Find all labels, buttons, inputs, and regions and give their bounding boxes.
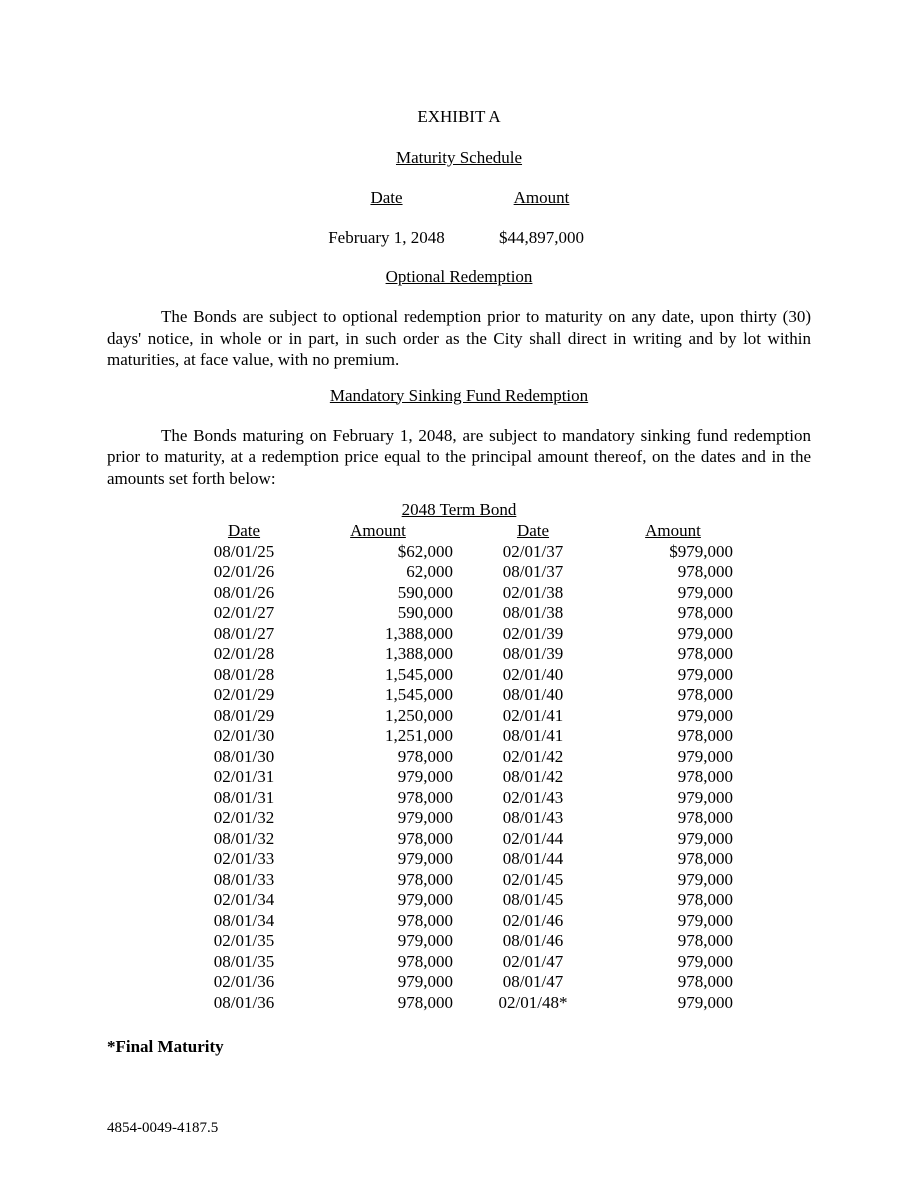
amount-cell: 978,000	[397, 787, 453, 807]
amount-cell: 978,000	[677, 972, 733, 991]
date-column-header-2: Date	[516, 521, 550, 540]
term-bond-table-body	[185, 542, 733, 1014]
amount-cell: 979,000	[397, 972, 453, 991]
date-cell: 02/01/47	[502, 951, 564, 971]
amount-cell: 978,000	[397, 992, 453, 1012]
date-cell: 02/01/29	[213, 685, 275, 704]
amount-cell: 979,000	[397, 931, 453, 950]
mandatory-redemption-heading: Mandatory Sinking Fund Redemption	[329, 385, 589, 405]
amount-cell: 979,000	[677, 869, 733, 889]
amount-cell: 978,000	[677, 562, 733, 581]
date-cell: 08/01/39	[502, 644, 564, 663]
date-cell: 02/01/36	[213, 972, 275, 991]
amount-cell: 62,000	[406, 562, 453, 581]
amount-cell: 979,000	[677, 664, 733, 684]
table-row	[185, 767, 733, 788]
amount-cell: 979,000	[677, 582, 733, 602]
date-cell: 02/01/46	[502, 910, 564, 930]
table-row	[185, 685, 733, 706]
table-row	[185, 972, 733, 993]
date-cell: 08/01/37	[502, 562, 564, 581]
amount-cell: 979,000	[677, 992, 733, 1012]
date-cell: 08/01/36	[213, 992, 275, 1012]
maturity-amount-value: $44,897,000	[499, 228, 584, 247]
date-cell: 02/01/31	[213, 767, 275, 786]
amount-column-header-2: Amount	[645, 521, 701, 540]
amount-column-header-1: Amount	[350, 521, 406, 540]
date-cell: 08/01/33	[213, 869, 275, 889]
date-cell: 02/01/40	[502, 664, 564, 684]
amount-cell: 978,000	[397, 951, 453, 971]
amount-cell: 979,000	[677, 787, 733, 807]
document-reference-number: 4854-0049-4187.5	[107, 1120, 219, 1136]
table-row	[185, 952, 733, 973]
amount-cell: 978,000	[397, 869, 453, 889]
table-row	[185, 624, 733, 645]
final-maturity-footnote: *Final Maturity	[107, 1037, 224, 1056]
table-row	[185, 890, 733, 911]
table-row	[185, 829, 733, 850]
date-cell: 08/01/27	[213, 623, 275, 643]
amount-cell: 1,388,000	[385, 623, 453, 643]
date-cell: 02/01/38	[502, 582, 564, 602]
amount-cell: 979,000	[677, 746, 733, 766]
date-cell: 02/01/34	[213, 890, 275, 909]
date-cell: 02/01/27	[213, 603, 275, 622]
mandatory-redemption-paragraph: The Bonds maturing on February 1, 2048, are subject to mandatory sinking fund redemption prior to maturity, at a redemption price equal to the principal amount thereof, on the dates and in the amounts set forth below:	[107, 425, 811, 488]
date-cell: 02/01/30	[213, 726, 275, 745]
date-cell: 02/01/37	[502, 541, 564, 561]
date-cell: 08/01/46	[502, 931, 564, 950]
amount-cell: $62,000	[397, 541, 453, 561]
amount-cell: 1,545,000	[385, 664, 453, 684]
amount-cell: 978,000	[677, 644, 733, 663]
term-bond-header-row	[185, 521, 733, 542]
amount-cell: 978,000	[397, 828, 453, 848]
amount-cell: 1,251,000	[385, 726, 453, 745]
maturity-schedule-value-row	[107, 229, 811, 246]
amount-cell: 978,000	[677, 808, 733, 827]
table-row	[185, 603, 733, 624]
table-row	[185, 911, 733, 932]
amount-cell: 978,000	[677, 685, 733, 704]
date-cell: 08/01/40	[502, 685, 564, 704]
optional-redemption-heading: Optional Redemption	[385, 267, 533, 286]
date-cell: 08/01/26	[213, 582, 275, 602]
amount-cell: 979,000	[397, 890, 453, 909]
date-cell: 08/01/28	[213, 664, 275, 684]
amount-cell: 590,000	[397, 582, 453, 602]
date-cell: 08/01/44	[502, 849, 564, 868]
date-cell: 02/01/26	[213, 562, 275, 581]
optional-redemption-paragraph: The Bonds are subject to optional redemption prior to maturity on any date, upon thirty (30) days' notice, in whole or in part, in such order as the City shall direct in writing and by lot within maturities, at face value, with no premium.	[107, 307, 811, 369]
date-cell: 02/01/35	[213, 931, 275, 950]
table-row	[185, 562, 733, 583]
term-bond-table	[185, 521, 733, 1013]
table-row	[185, 583, 733, 604]
date-cell: 08/01/31	[213, 787, 275, 807]
table-row	[185, 849, 733, 870]
date-cell: 08/01/43	[502, 808, 564, 827]
date-cell: 08/01/35	[213, 951, 275, 971]
amount-cell: 979,000	[677, 623, 733, 643]
amount-cell: 978,000	[677, 726, 733, 745]
amount-cell: 978,000	[677, 767, 733, 786]
table-row	[185, 706, 733, 727]
amount-cell: 1,250,000	[385, 705, 453, 725]
amount-cell: 978,000	[677, 603, 733, 622]
amount-cell: 978,000	[677, 890, 733, 909]
date-cell: 08/01/42	[502, 767, 564, 786]
amount-cell: 979,000	[677, 828, 733, 848]
date-cell: 08/01/29	[213, 705, 275, 725]
amount-cell: 979,000	[397, 808, 453, 827]
maturity-schedule-heading: Maturity Schedule	[395, 148, 523, 167]
maturity-date-value: February 1, 2048	[328, 228, 445, 247]
amount-cell: 979,000	[397, 849, 453, 868]
amount-cell: 978,000	[397, 746, 453, 766]
table-row	[185, 542, 733, 563]
maturity-amount-header: Amount	[513, 188, 570, 207]
exhibit-title: EXHIBIT A	[417, 107, 501, 126]
date-cell: 02/01/39	[502, 623, 564, 643]
amount-cell: 1,388,000	[385, 644, 453, 663]
date-cell: 08/01/47	[502, 972, 564, 991]
table-row	[185, 788, 733, 809]
date-cell: 08/01/41	[502, 726, 564, 745]
date-cell: 08/01/38	[502, 603, 564, 622]
table-row	[185, 808, 733, 829]
date-cell: 02/01/28	[213, 644, 275, 663]
amount-cell: 978,000	[397, 910, 453, 930]
date-cell: 08/01/30	[213, 746, 275, 766]
amount-cell: 979,000	[397, 767, 453, 786]
table-row	[185, 644, 733, 665]
table-row	[185, 870, 733, 891]
date-cell: 02/01/44	[502, 828, 564, 848]
date-cell: 02/01/48*	[498, 992, 568, 1012]
table-row	[185, 931, 733, 952]
date-cell: 08/01/32	[213, 828, 275, 848]
date-cell: 02/01/32	[213, 808, 275, 827]
term-bond-table-title: 2048 Term Bond	[401, 500, 517, 519]
amount-cell: 590,000	[397, 603, 453, 622]
table-row	[185, 726, 733, 747]
date-column-header-1: Date	[227, 521, 261, 540]
maturity-date-header: Date	[370, 188, 403, 207]
date-cell: 02/01/41	[502, 705, 564, 725]
amount-cell: 979,000	[677, 705, 733, 725]
date-cell: 02/01/42	[502, 746, 564, 766]
date-cell: 02/01/43	[502, 787, 564, 807]
amount-cell: 979,000	[677, 910, 733, 930]
table-row	[185, 665, 733, 686]
amount-cell: 978,000	[677, 849, 733, 868]
date-cell: 08/01/34	[213, 910, 275, 930]
amount-cell: 1,545,000	[385, 685, 453, 704]
date-cell: 02/01/45	[502, 869, 564, 889]
maturity-schedule-header-row	[107, 189, 811, 206]
date-cell: 08/01/25	[213, 541, 275, 561]
date-cell: 08/01/45	[502, 890, 564, 909]
table-row	[185, 747, 733, 768]
amount-cell: $979,000	[669, 541, 733, 561]
amount-cell: 979,000	[677, 951, 733, 971]
table-row	[185, 993, 733, 1014]
date-cell: 02/01/33	[213, 849, 275, 868]
amount-cell: 978,000	[677, 931, 733, 950]
